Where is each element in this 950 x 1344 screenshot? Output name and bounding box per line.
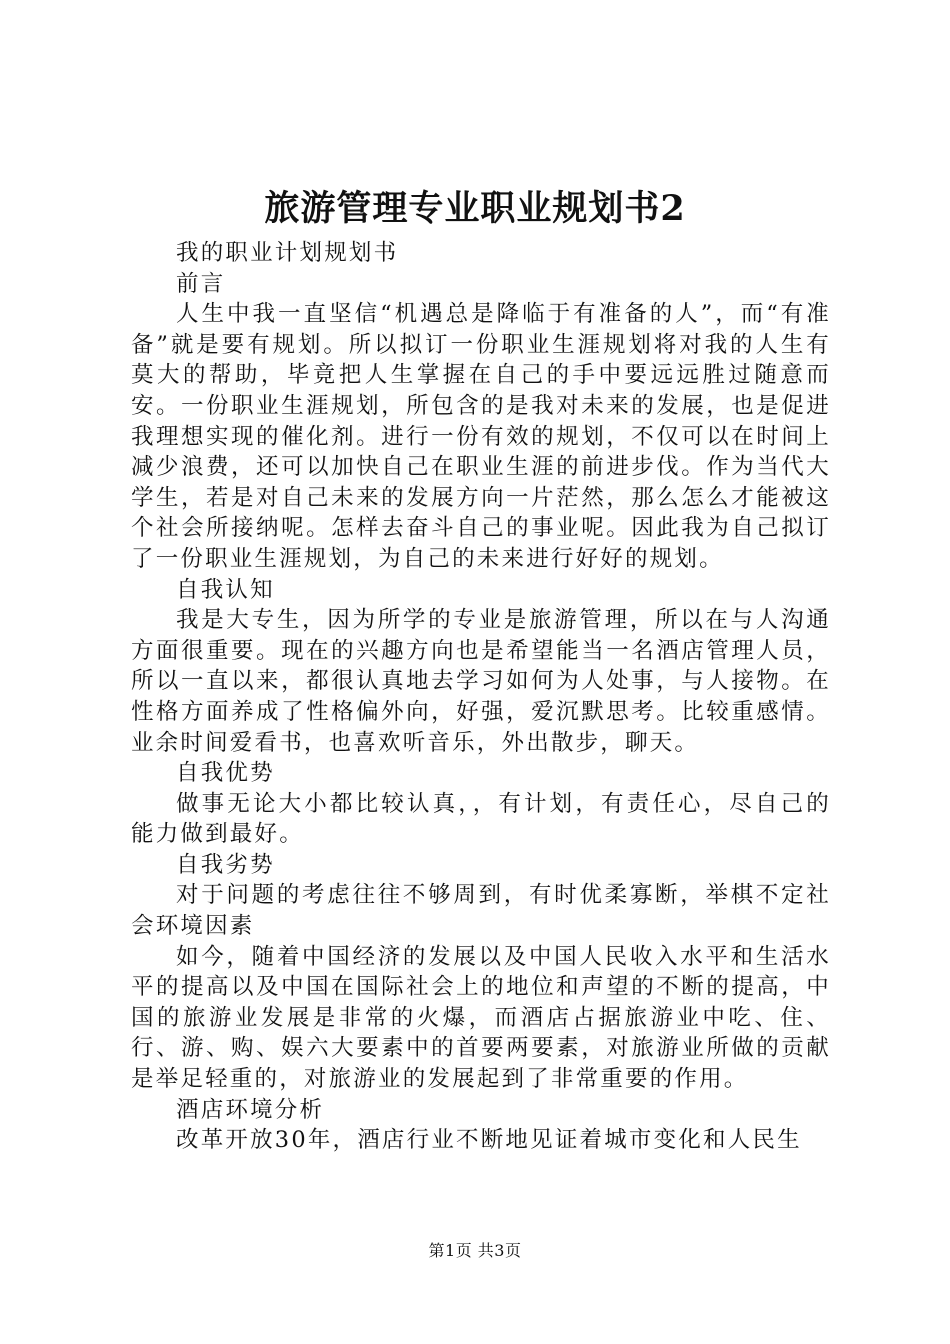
paragraph-preface-heading: 前言 <box>176 270 226 297</box>
paragraph-weaknesses-heading: 自我劣势 <box>176 851 275 878</box>
document-body <box>131 238 831 1156</box>
paragraph-preface: 人生中我一直坚信“机遇总是降临于有准备的人”，而“有准备”就是要有规划。所以拟订一份职业生涯规划将对我的人生有莫大的帮助，毕竟把人生掌握在自己的手中要远远胜过随意而安。一份职业生涯规划，所包含的是我对未来的发展，也是促进我理想实现的催化剂。进行一份有效的规划，不仅可以在时间上减少浪费，还可以加快自己在职业生涯的前进步伐。作为当代大学生，若是对自己未来的发展方向一片茫然，那么怎么才能被这个社会所接纳呢。怎样去奋斗自己的事业呢。因此我为自己拟订了一份职业生涯规划，为自己的未来进行好好的规划。 <box>131 301 831 572</box>
document-title: 旅游管理专业职业规划书2 <box>264 188 686 229</box>
paragraph-self-awareness: 我是大专生，因为所学的专业是旅游管理，所以在与人沟通方面很重要。现在的兴趣方向也是希望能当一名酒店管理人员，所以一直以来，都很认真地去学习如何为人处事，与人接物。在性格方面养成了性格偏外向，好强，爱沉默思考。比较重感情。业余时间爱看书，也喜欢听音乐，外出散步，聊天。 <box>131 607 831 756</box>
paragraph-hotel-environment-heading: 酒店环境分析 <box>176 1096 325 1123</box>
paragraph-plan-heading: 我的职业计划规划书 <box>176 240 399 266</box>
paragraph-self-awareness-heading: 自我认知 <box>176 576 275 603</box>
page-footer: 第1页 共3页 <box>428 1241 522 1260</box>
paragraph-weaknesses: 对于问题的考虑往往不够周到，有时优柔寡断，举棋不定社会环境因素 <box>131 882 831 940</box>
paragraph-strengths-heading: 自我优势 <box>176 760 275 787</box>
paragraph-strengths: 做事无论大小都比较认真，，有计划，有责任心，尽自己的能力做到最好。 <box>131 790 831 848</box>
paragraph-social-environment: 如今，随着中国经济的发展以及中国人民收入水平和生活水平的提高以及中国在国际社会上的地位和声望的不断的提高，中国的旅游业发展是非常的火爆，而酒店占据旅游业中吃、住、行、游、购、娱六大要素中的首要两要素，对旅游业所做的贡献是举足轻重的，对旅游业的发展起到了非常重要的作用。 <box>131 943 831 1093</box>
paragraph-hotel-environment: 改革开放30年，酒店行业不断地见证着城市变化和人民生 <box>176 1127 802 1154</box>
